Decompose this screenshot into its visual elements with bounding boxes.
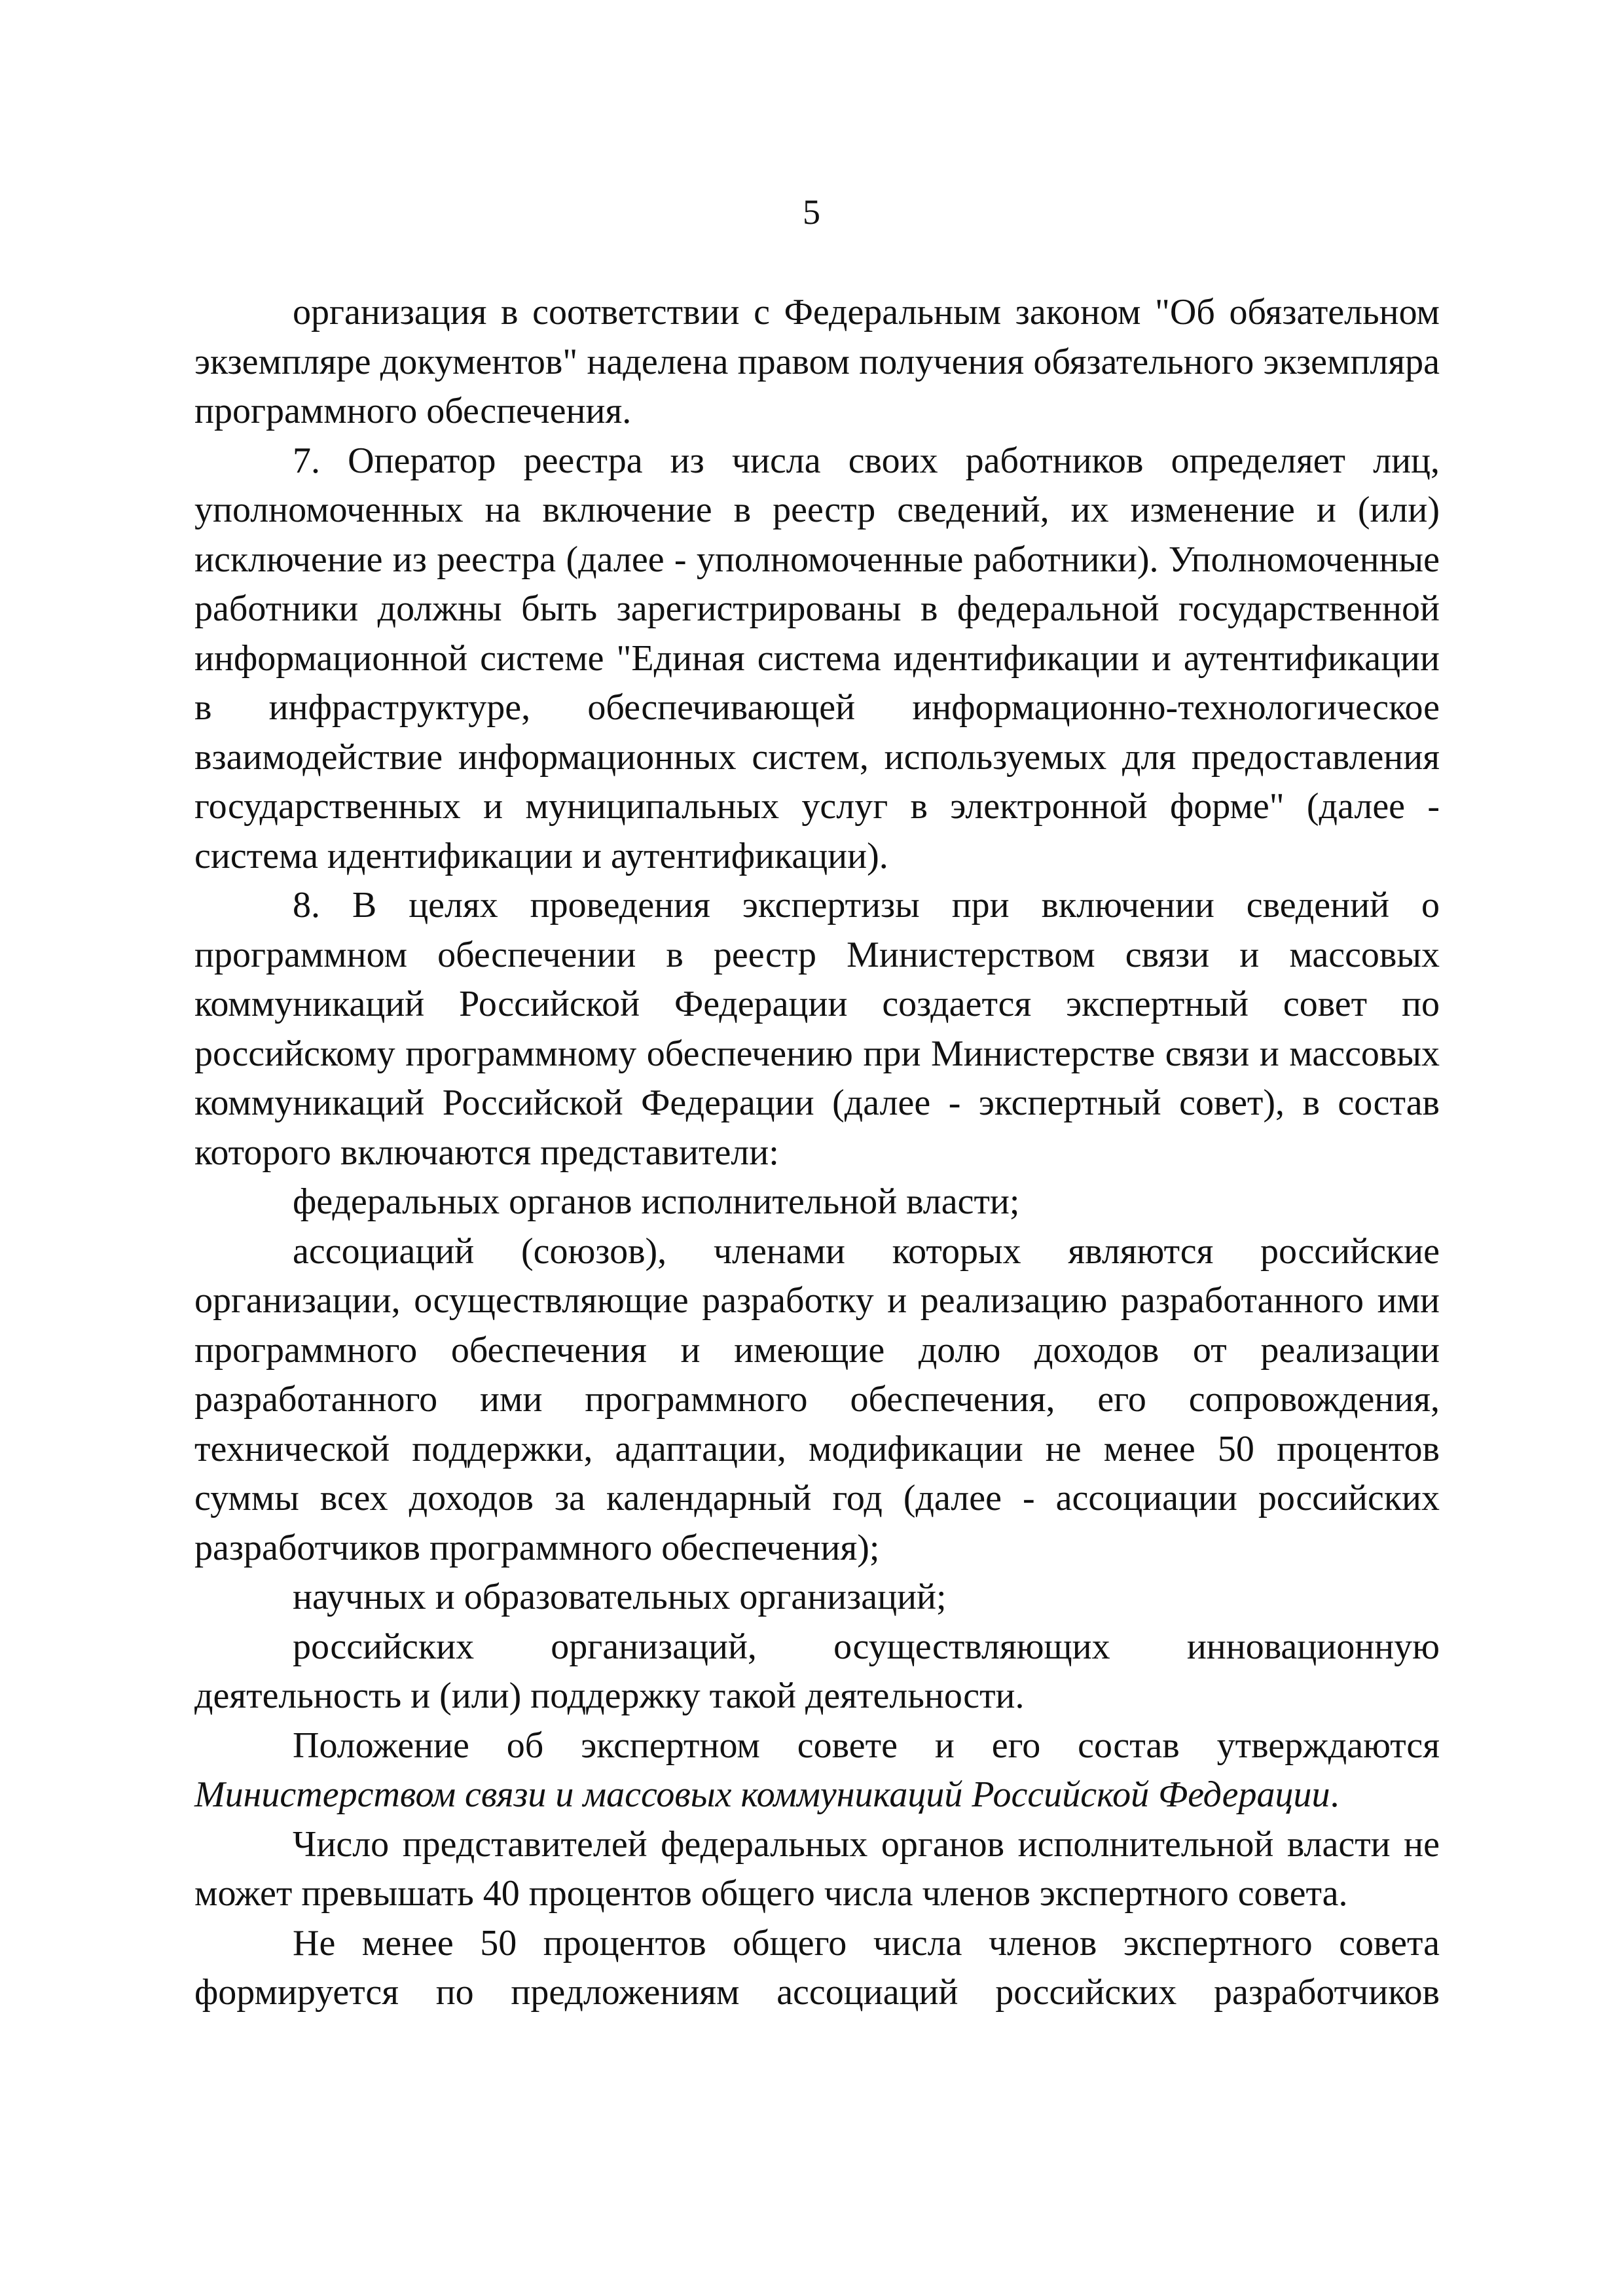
paragraph-list-federal-bodies: федеральных органов исполнительной власти; <box>293 1181 1020 1222</box>
paragraph-associations-share: Не менее 50 процентов общего числа членов экспертного совета формируется по предложениям ассоциаций российских разработчиков <box>194 1922 1440 2013</box>
page-number: 5 <box>803 192 820 232</box>
regulation-text: Положение об экспертном совете и его состав утверждаются <box>293 1725 1440 1766</box>
paragraph-list-associations: ассоциаций (союзов), членами которых являются российские организации, осуществляющие разработку и реализацию разработанного ими программного обеспечения и имеющие долю доходов от реализации разработанного ими программного обеспечения, его сопровождения, технической поддержки, адаптации, модификации не менее 50 процентов суммы всех доходов за календарный год (далее - ассоциации российских разработчиков программного обеспечения); <box>194 1230 1440 1568</box>
paragraph-list-science: научных и образовательных организаций; <box>293 1577 947 1617</box>
ministry-name-italic: Министерством связи и массовых коммуникаций Российской Федерации <box>194 1774 1330 1815</box>
paragraph-list-innovation: российских организаций, осуществляющих инновационную деятельность и (или) поддержку такой деятельности. <box>194 1626 1440 1716</box>
paragraph-federal-limit: Число представителей федеральных органов исполнительной власти не может превышать 40 процентов общего числа членов экспертного совета. <box>194 1823 1440 1914</box>
paragraph-continuation: организация в соответствии с Федеральным законом "Об обязательном экземпляре документов" наделена правом получения обязательного экземпляра программного обеспечения. <box>194 292 1440 431</box>
paragraph-council-regulation <box>194 1721 1440 1820</box>
document-body <box>194 288 1440 2018</box>
paragraph-item-8: 8. В целях проведения экспертизы при включении сведений о программном обеспечении в реестр Министерством связи и массовых коммуникаций Российской Федерации создается экспертный совет по российскому программному обеспечению при Министерстве связи и массовых коммуникаций Российской Федерации (далее - экспертный совет), в состав которого включаются представители: <box>194 885 1440 1173</box>
paragraph-item-7: 7. Оператор реестра из числа своих работников определяет лиц, уполномоченных на включение в реестр сведений, их изменение и (или) исключение из реестра (далее - уполномоченные работники). Уполномоченные работники должны быть зарегистрированы в федеральной государственной информационной системе "Единая система идентификации и аутентификации в инфраструктуре, обеспечивающей информационно-технологическое взаимодействие информационных систем, используемых для предоставления государственных и муниципальных услуг в электронной форме" (далее - система идентификации и аутентификации). <box>194 440 1440 876</box>
regulation-period: . <box>1330 1774 1340 1815</box>
